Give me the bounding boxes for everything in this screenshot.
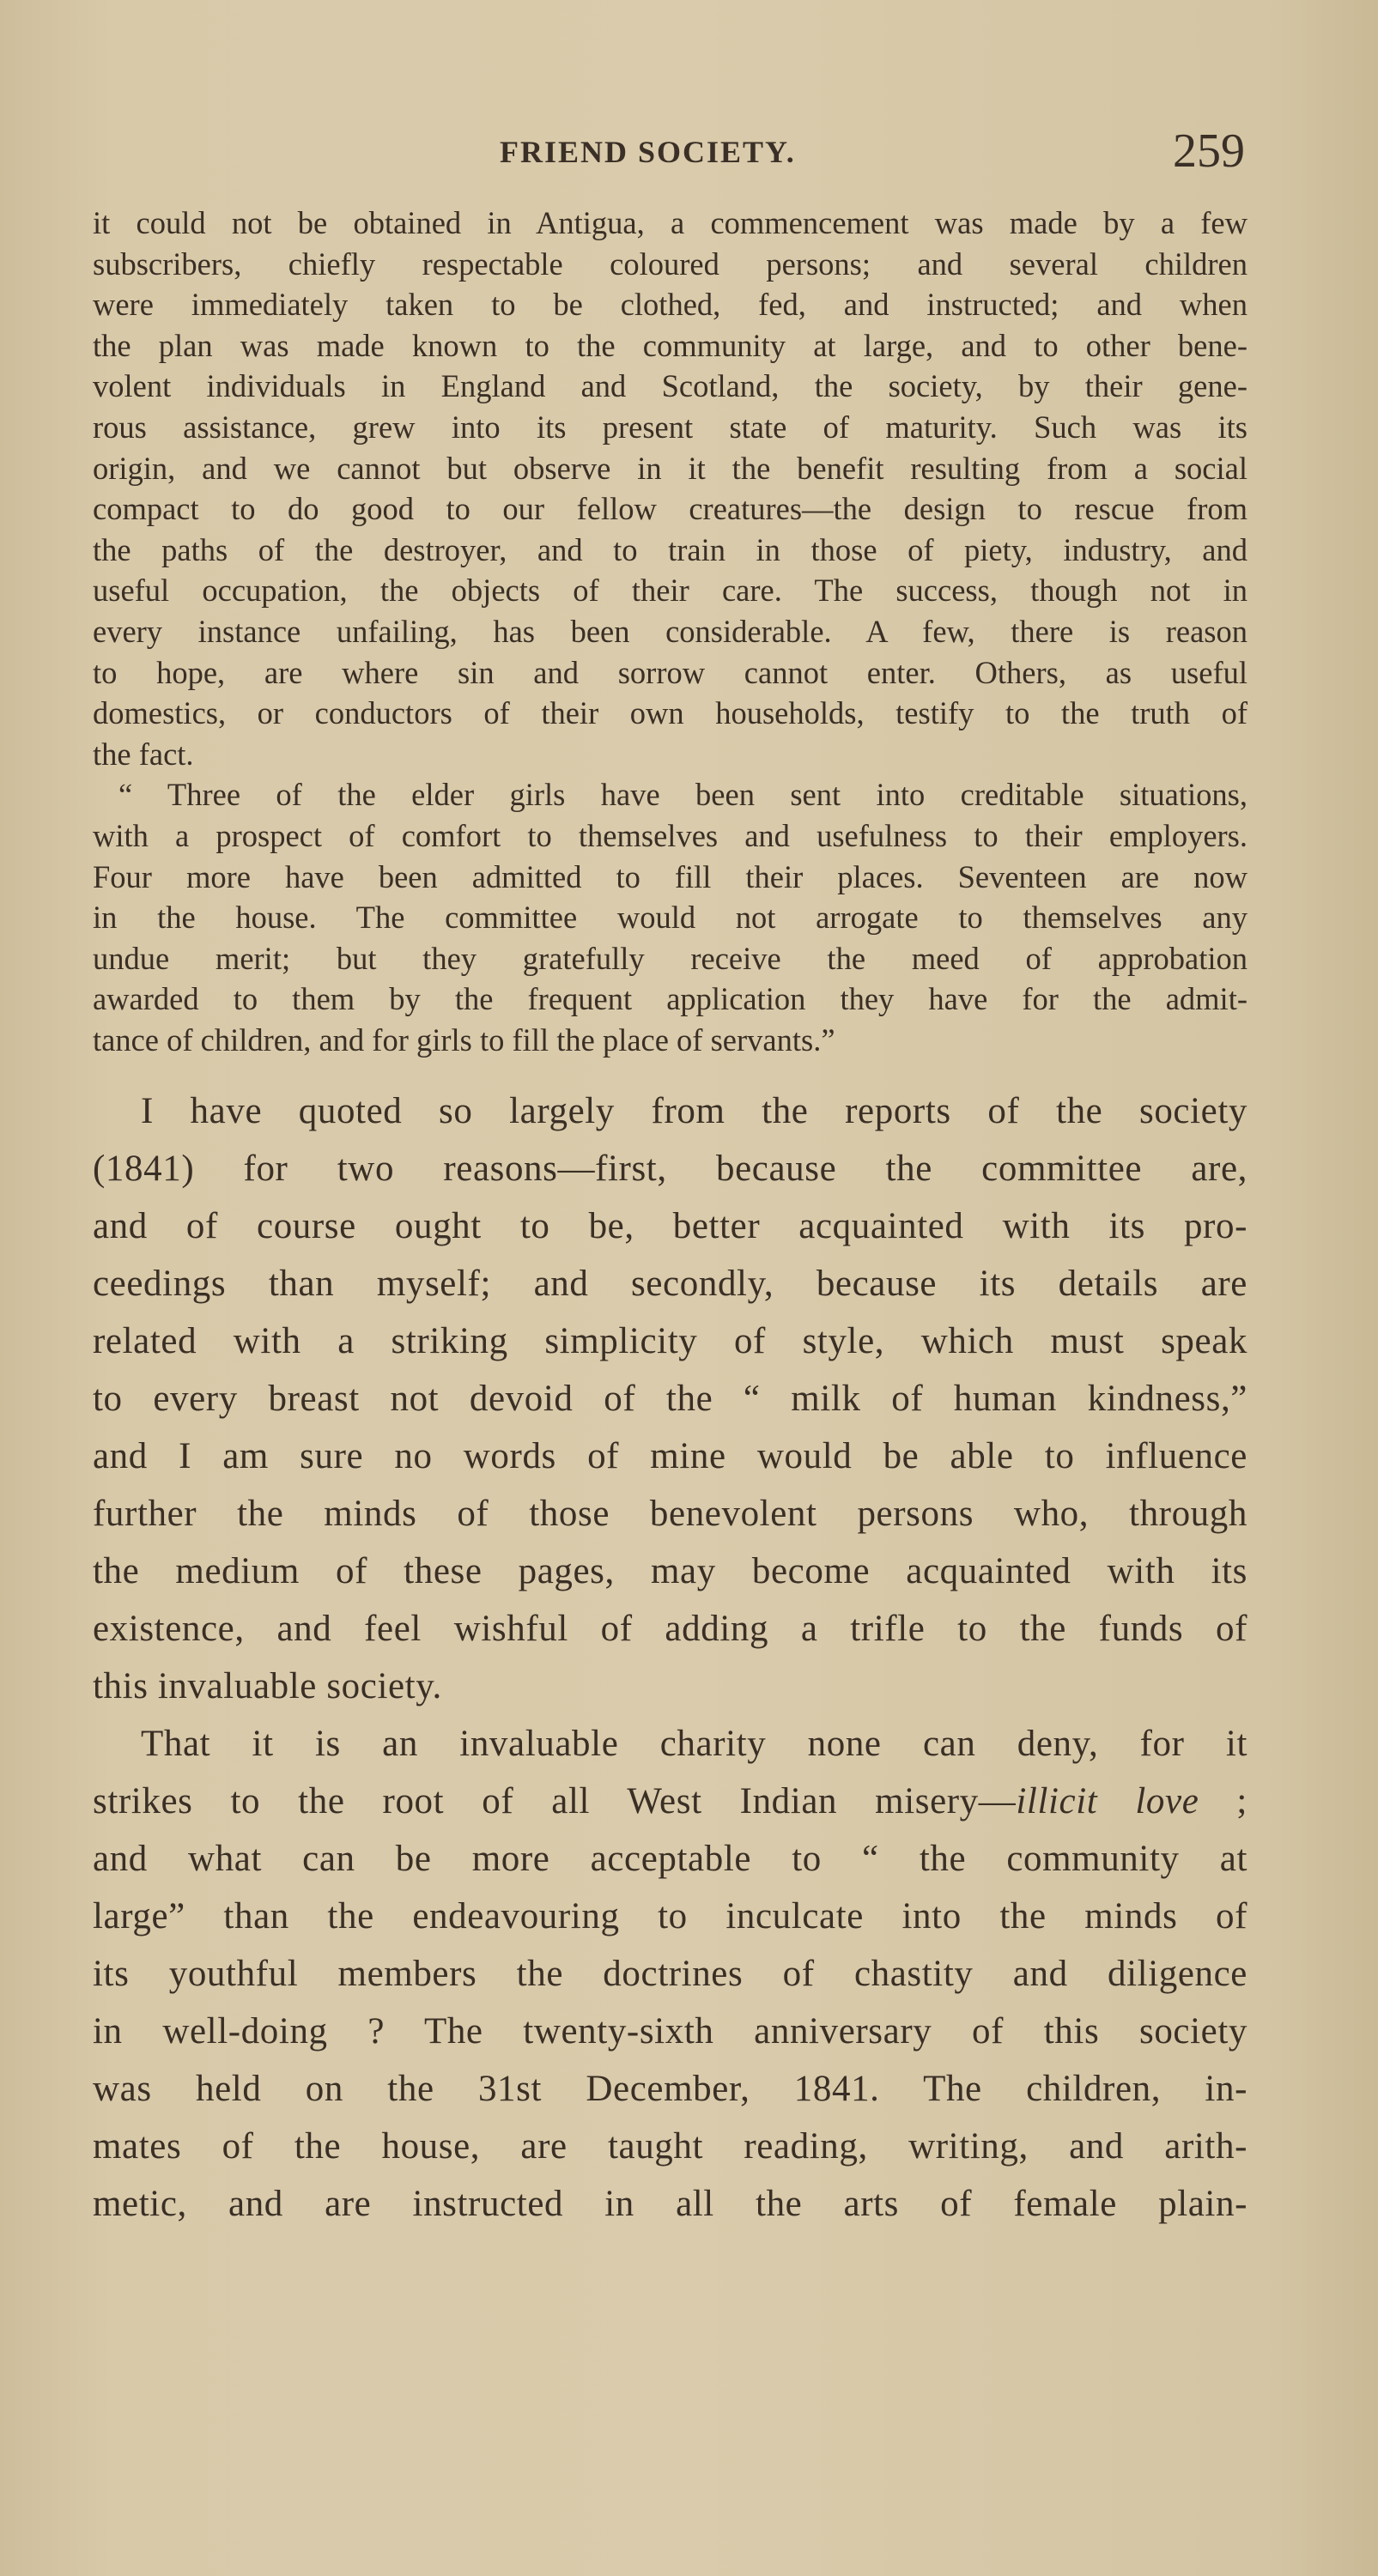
text-run: ; xyxy=(1199,1781,1247,1822)
text-line: to every breast not devoid of the “ milk of human kindness,” xyxy=(93,1379,1247,1420)
text-line: I have quoted so largely from the reports of the society xyxy=(141,1091,1247,1132)
text-line: the medium of these pages, may become acquainted with its xyxy=(93,1551,1247,1592)
text-line: Four more have been admitted to fill their places. Seventeen are now xyxy=(93,858,1247,894)
text-line: the plan was made known to the community at large, and to other bene- xyxy=(93,327,1247,363)
quoted-report-block xyxy=(93,203,1247,1060)
text-line: existence, and feel wishful of adding a trifle to the funds of xyxy=(93,1609,1247,1650)
author-text-block xyxy=(93,1082,1247,2233)
page-number: 259 xyxy=(1173,124,1245,178)
text-line: volent individuals in England and Scotland, the society, by their gene- xyxy=(93,368,1247,404)
text-line: the fact. xyxy=(93,736,194,772)
text-line: “ Three of the elder girls have been sent into creditable situations, xyxy=(118,777,1247,813)
running-title: FRIEND SOCIETY. xyxy=(500,135,796,169)
text-line: and I am sure no words of mine would be able to influence xyxy=(93,1436,1247,1477)
text-line: the paths of the destroyer, and to train in those of piety, industry, and xyxy=(93,531,1247,567)
text-line: further the minds of those benevolent persons who, through xyxy=(93,1494,1247,1535)
text-line: origin, and we cannot but observe in it the benefit resulting from a social xyxy=(93,450,1247,486)
text-line: this invaluable society. xyxy=(93,1666,442,1707)
text-line: ceedings than myself; and secondly, because its details are xyxy=(93,1264,1247,1305)
text-line: related with a striking simplicity of style, which must speak xyxy=(93,1321,1247,1362)
text-run: strikes to the root of all West Indian misery— xyxy=(93,1781,1017,1822)
italic-emphasis: illicit love xyxy=(1016,1781,1199,1822)
text-line: mates of the house, are taught reading, writing, and arith- xyxy=(93,2126,1247,2167)
text-line xyxy=(93,1773,1247,1830)
running-head xyxy=(0,124,1378,180)
text-line: every instance unfailing, has been considerable. A few, there is reason xyxy=(93,613,1247,649)
text-line: (1841) for two reasons—first, because the committee are, xyxy=(93,1149,1247,1190)
text-line: in well-doing ? The twenty-sixth anniversary of this society xyxy=(93,2011,1247,2052)
text-line: tance of children, and for girls to fill the place of servants.” xyxy=(93,1021,835,1058)
text-line: in the house. The committee would not arrogate to themselves any xyxy=(93,900,1247,936)
text-line: and what can be more acceptable to “ the community at xyxy=(93,1839,1247,1880)
text-line: were immediately taken to be clothed, fed, and instructed; and when xyxy=(93,287,1247,323)
text-line: rous assistance, grew into its present state of maturity. Such was its xyxy=(93,409,1247,445)
text-line: useful occupation, the objects of their care. The success, though not in xyxy=(93,573,1247,609)
text-line: large” than the endeavouring to inculcate into the minds of xyxy=(93,1896,1247,1937)
text-line: awarded to them by the frequent application they have for the admit- xyxy=(93,981,1247,1017)
text-line: to hope, are where sin and sorrow cannot enter. Others, as useful xyxy=(93,654,1247,690)
text-line: with a prospect of comfort to themselves and usefulness to their employers. xyxy=(93,817,1247,853)
text-line: subscribers, chiefly respectable coloured persons; and several children xyxy=(93,245,1247,282)
text-line: its youthful members the doctrines of chastity and diligence xyxy=(93,1954,1247,1995)
text-line: compact to do good to our fellow creatures—the design to rescue from xyxy=(93,491,1247,527)
text-line: That it is an invaluable charity none can deny, for it xyxy=(141,1724,1247,1765)
text-line: it could not be obtained in Antigua, a commencement was made by a few xyxy=(93,205,1247,240)
text-line: domestics, or conductors of their own households, testify to the truth of xyxy=(93,695,1247,731)
page-body xyxy=(93,203,1247,2233)
text-line: was held on the 31st December, 1841. The children, in- xyxy=(93,2069,1247,2110)
text-line: undue merit; but they gratefully receive the meed of approbation xyxy=(93,940,1247,976)
text-line: metic, and are instructed in all the arts of female plain- xyxy=(93,2184,1247,2225)
text-line: and of course ought to be, better acquainted with its pro- xyxy=(93,1206,1247,1247)
